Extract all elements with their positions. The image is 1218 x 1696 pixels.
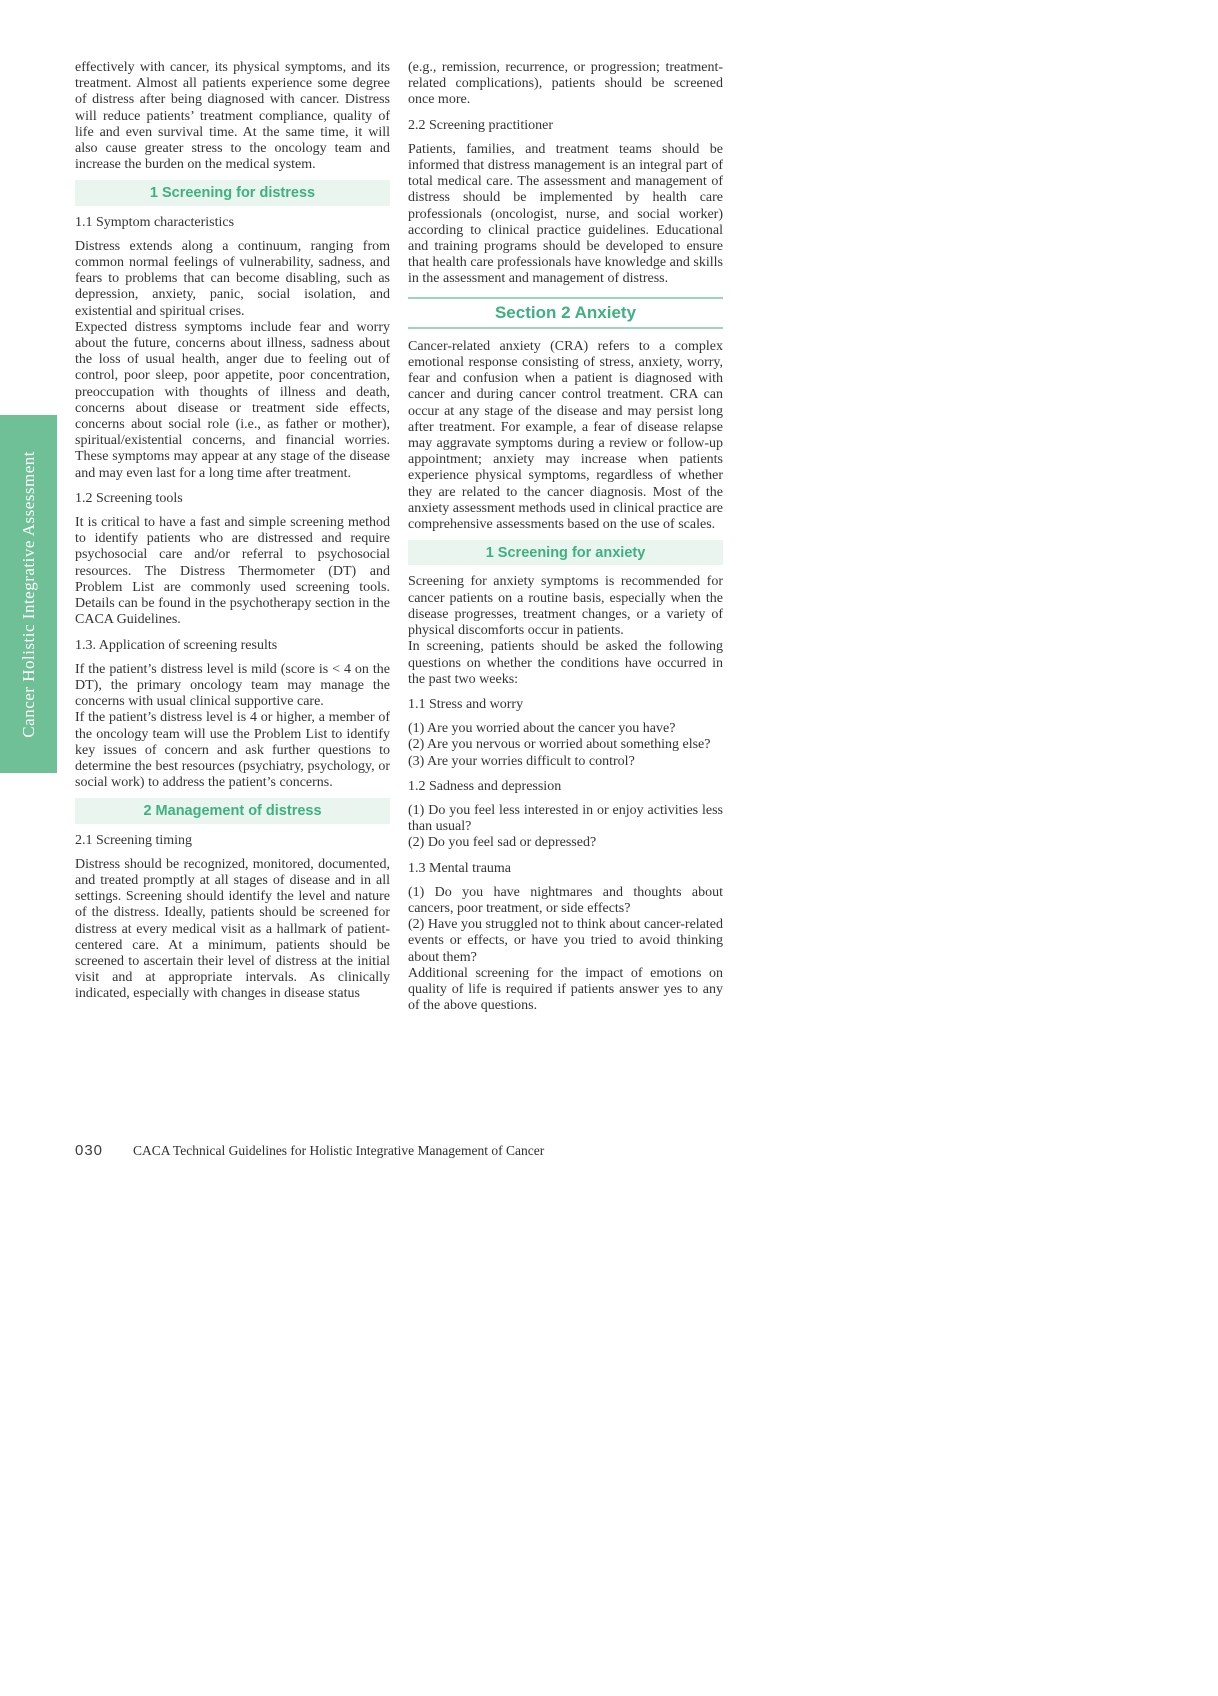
paragraph: If the patient’s distress level is mild (score is < 4 on the DT), the primary oncology team may manage the concerns with usual clinical supportive care.	[75, 661, 390, 710]
sidebar-tab	[0, 415, 57, 773]
subsection-heading: 1.2 Sadness and depression	[408, 778, 562, 794]
paragraph: Additional screening for the impact of emotions on quality of life is required if patients answer yes to any of the above questions.	[408, 965, 723, 1014]
chapter-bar-heading: 1 Screening for anxiety	[408, 540, 723, 565]
content-columns	[75, 60, 723, 1014]
paragraph: It is critical to have a fast and simple screening method to identify patients who are distressed and require psychosocial care and/or referral to psychosocial resources. The Distress Thermometer (DT) and Problem List are commonly used screening tools. Details can be found in the psychotherapy section in the CACA Guidelines.	[75, 515, 390, 628]
paragraph: Cancer-related anxiety (CRA) refers to a complex emotional response consisting of stress, anxiety, worry, fear and confusion when a patient is diagnosed with cancer and during cancer control treatment. CRA can occur at any stage of the disease and may persist long after treatment. For example, a fear of disease relapse may aggravate symptoms during a review or follow-up appointment; anxiety may increase when patients experience physical symptoms, regardless of whether they are related to the cancer diagnosis. Most of the anxiety assessment methods used in clinical practice are comprehensive assessments based on the use of scales.	[408, 338, 723, 533]
paragraph: Screening for anxiety symptoms is recommended for cancer patients on a routine basis, especially when the disease progresses, treatment changes, or a variety of physical discomforts occur in patients.	[408, 574, 723, 639]
chapter-bar-heading: 2 Management of distress	[75, 798, 390, 823]
left-column	[75, 60, 390, 1014]
running-title: CACA Technical Guidelines for Holistic Integrative Management of Cancer	[133, 1143, 545, 1158]
paragraph: Expected distress symptoms include fear and worry about the future, concerns about illness, sadness about the loss of usual health, anger due to feeling out of control, poor sleep, poor appetite, poor concentration, preoccupation with thoughts of illness and death, concerns about disease or treatment side effects, concerns about social role (i.e., as father or mother), spiritual/existential concerns, and financial worries. These symptoms may appear at any stage of the disease and may even last for a long time after treatment.	[75, 319, 390, 481]
paragraph: (2) Do you feel sad or depressed?	[408, 835, 597, 851]
page-footer	[75, 1142, 544, 1159]
subsection-heading: 2.2 Screening practitioner	[408, 117, 554, 133]
paragraph: effectively with cancer, its physical symptoms, and its treatment. Almost all patients experience some degree of distress after being diagnosed with cancer. Distress will reduce patients’ treatment compliance, quality of life and even survival time. At the same time, it will also cause greater stress to the oncology team and increase the burden on the medical system.	[75, 60, 390, 173]
paragraph: (2) Have you struggled not to think about cancer-related events or effects, or have you tried to avoid thinking about them?	[408, 917, 723, 965]
subsection-heading: 1.3 Mental trauma	[408, 860, 512, 876]
paragraph: (2) Are you nervous or worried about something else?	[408, 737, 711, 753]
paragraph: (e.g., remission, recurrence, or progression; treatment-related complications), patients should be screened once more.	[408, 60, 723, 108]
section-heading: Section 2 Anxiety	[408, 297, 723, 329]
subsection-heading: 2.1 Screening timing	[75, 832, 193, 848]
paragraph: If the patient’s distress level is 4 or higher, a member of the oncology team will use the Problem List to identify key issues of concern and ask further questions to determine the best resources (psychiatry, psychology, or social work) to address the patient’s concerns.	[75, 710, 390, 791]
paragraph: (1) Do you feel less interested in or enjoy activities less than usual?	[408, 802, 723, 835]
right-column	[408, 60, 723, 1014]
paragraph: Distress should be recognized, monitored, documented, and treated promptly at all stages of disease and in all settings. Screening should identify the level and nature of the distress. Ideally, patients should be screened for distress at every medical visit as a hallmark of patient-centered care. At a minimum, patients should be screened to ascertain their level of distress at the initial visit and at appropriate intervals. As clinically indicated, especially with changes in disease status	[75, 856, 390, 1002]
subsection-heading: 1.1 Symptom characteristics	[75, 214, 235, 230]
paragraph: (3) Are your worries difficult to control?	[408, 753, 635, 769]
subsection-heading: 1.2 Screening tools	[75, 490, 183, 506]
page-number: 030	[75, 1142, 104, 1159]
sidebar-tab-label: Cancer Holistic Integrative Assessment	[18, 450, 38, 738]
subsection-heading: 1.3. Application of screening results	[75, 637, 278, 653]
paragraph: In screening, patients should be asked the following questions on whether the conditions have occurred in the past two weeks:	[408, 639, 723, 687]
chapter-bar-heading: 1 Screening for distress	[75, 180, 390, 205]
paragraph: (1) Are you worried about the cancer you have?	[408, 721, 676, 737]
paragraph: Patients, families, and treatment teams should be informed that distress management is an integral part of total medical care. The assessment and management of distress should be implemented by health care professionals (oncologist, nurse, and social worker) according to clinical practice guidelines. Educational and training programs should be developed to ensure that health care professionals have knowledge and skills in the assessment and management of distress.	[408, 141, 723, 287]
subsection-heading: 1.1 Stress and worry	[408, 696, 524, 712]
paragraph: (1) Do you have nightmares and thoughts about cancers, poor treatment, or side effects?	[408, 884, 723, 916]
paragraph: Distress extends along a continuum, ranging from common normal feelings of vulnerability, sadness, and fears to problems that can become disabling, such as depression, anxiety, panic, social isolation, and existential and spiritual crises.	[75, 238, 390, 319]
